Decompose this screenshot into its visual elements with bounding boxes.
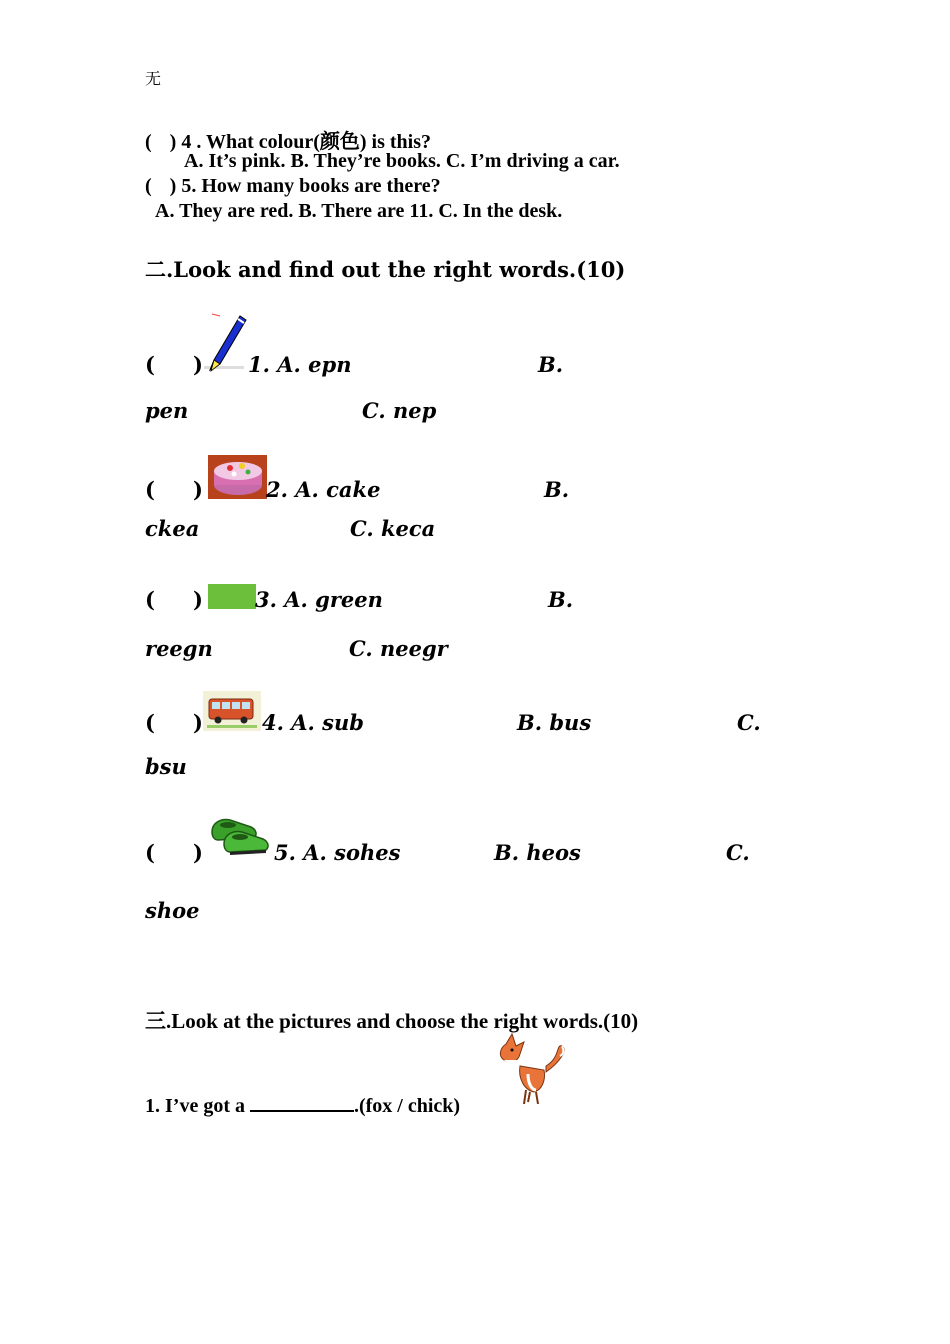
answer-paren-close: ) bbox=[169, 175, 177, 197]
item-4-option-b: B. bus bbox=[517, 710, 592, 735]
answer-paren-close: ) bbox=[169, 131, 177, 153]
item-2-option-b-label: B. bbox=[544, 477, 570, 502]
answer-paren-open: ( bbox=[145, 131, 152, 153]
bus-icon bbox=[203, 691, 261, 731]
item-4-option-c-word: bsu bbox=[145, 754, 187, 779]
fox-icon bbox=[490, 1032, 570, 1108]
item-2-paren-open: ( bbox=[145, 477, 155, 502]
section-3-title: 三.Look at the pictures and choose the right words.(10) bbox=[145, 1009, 639, 1033]
item-3-option-a: 3. A. green bbox=[255, 587, 383, 612]
question-5 bbox=[145, 175, 441, 198]
item-4-option-c-label: C. bbox=[737, 710, 761, 735]
answer-paren-open: ( bbox=[145, 175, 152, 197]
item-2-option-b-word: ckea bbox=[145, 516, 200, 541]
item-2-option-a: 2. A. cake bbox=[266, 477, 381, 502]
question-1-after: .(fox / chick) bbox=[353, 1095, 461, 1117]
item-1-paren-close: ) bbox=[193, 352, 203, 377]
question-5-text: 5. How many books are there? bbox=[181, 175, 441, 197]
question-4-text: 4 . What colour(颜色) is this? bbox=[181, 131, 431, 153]
item-4-paren-close: ) bbox=[193, 710, 203, 735]
question-1-before: 1. I’ve got a bbox=[145, 1095, 250, 1117]
item-5-paren-close: ) bbox=[193, 840, 203, 865]
item-1-option-b-label: B. bbox=[538, 352, 564, 377]
item-5-option-c-word: shoe bbox=[145, 898, 200, 923]
item-5-option-a: 5. A. sohes bbox=[274, 840, 401, 865]
item-3-option-b-word: reegn bbox=[145, 636, 213, 661]
item-3-option-c: C. neegr bbox=[349, 636, 448, 661]
item-3-paren-open: ( bbox=[145, 587, 155, 612]
green-swatch-icon bbox=[208, 584, 256, 609]
item-1-option-b-word: pen bbox=[145, 398, 189, 423]
answer-blank[interactable] bbox=[250, 1092, 354, 1112]
item-1-option-a: 1. A. epn bbox=[248, 352, 352, 377]
header-label: 无 bbox=[145, 71, 162, 88]
item-4-option-a: 4. A. sub bbox=[262, 710, 364, 735]
item-2-paren-close: ) bbox=[193, 477, 203, 502]
pen-icon bbox=[200, 310, 252, 374]
item-5-option-c-label: C. bbox=[726, 840, 750, 865]
item-2-option-c: C. keca bbox=[350, 516, 436, 541]
item-1-paren-open: ( bbox=[145, 352, 155, 377]
question-5-options: A. They are red. B. There are 11. C. In the desk. bbox=[155, 200, 563, 222]
item-5-paren-open: ( bbox=[145, 840, 155, 865]
section-2-title: 二.Look and find out the right words.(10) bbox=[145, 257, 626, 282]
item-1-option-c: C. nep bbox=[362, 398, 437, 423]
item-3-option-b-label: B. bbox=[548, 587, 574, 612]
question-4-options: A. It’s pink. B. They’re books. C. I’m driving a car. bbox=[184, 150, 620, 172]
item-3-paren-close: ) bbox=[193, 587, 203, 612]
shoes-icon bbox=[208, 812, 272, 860]
item-5-option-b: B. heos bbox=[494, 840, 581, 865]
cake-icon bbox=[208, 455, 267, 499]
item-4-paren-open: ( bbox=[145, 710, 155, 735]
part3-question-1 bbox=[145, 1092, 460, 1118]
